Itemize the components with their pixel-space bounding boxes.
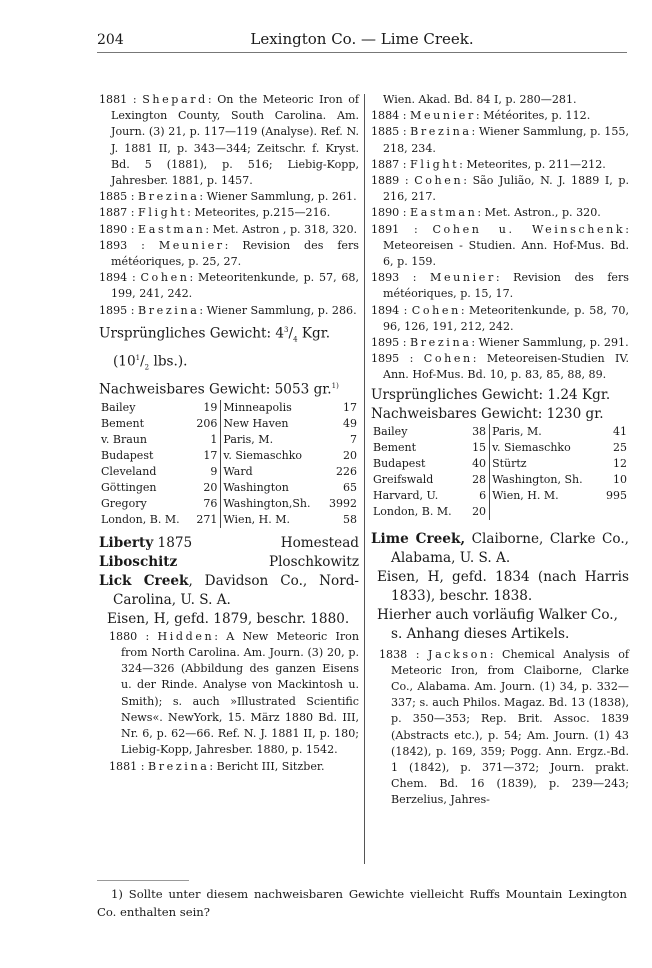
reference-author: Cohen: [423, 352, 473, 366]
collection-weight: 226: [336, 464, 357, 478]
reference-entry: 1887 : Flight: Meteorites, p.215—216.: [99, 206, 331, 220]
reference-year: 1890: [99, 222, 128, 236]
table-row: [371, 424, 629, 440]
reference-year: 1895: [99, 303, 128, 317]
collection-name: Gregory: [101, 496, 147, 510]
reference-entry: 1893 : Meunier: Revision des fers météoriques, p. 25, 27.: [99, 238, 359, 269]
original-weight-unit: Kgr.: [301, 325, 331, 342]
entry-liboschitz: [99, 553, 359, 572]
collection-weight: 17: [343, 400, 357, 414]
reference-author: Eastman: [138, 222, 206, 236]
reference-author: Flight: [410, 157, 460, 171]
reference-author: Cohen: [414, 174, 464, 188]
reference-author: Jackson: [428, 647, 490, 661]
original-weight-value: 4: [275, 325, 285, 342]
collection-weight: 15: [467, 440, 490, 456]
entry-description: Eisen, H, gefd. 1834 (nach Harris 1833), beschr. 1838.: [377, 568, 629, 604]
reference-author: Cohen: [140, 271, 190, 285]
reference-author: Brezina: [138, 190, 200, 204]
collection-name: Göttingen: [101, 480, 157, 494]
collection-weight: 9: [191, 464, 221, 480]
reference-text: Météorites, p. 112.: [483, 109, 591, 123]
reference-text: Meteoreisen-Studien IV. Ann. Hof-Mus. Bd. 10, p. 83, 85, 88, 89.: [383, 352, 630, 382]
running-title: Lexington Co. — Lime Creek.: [250, 30, 474, 48]
see-reference: Ploschkowitz: [268, 553, 359, 570]
fraction-numerator: 3: [284, 325, 289, 334]
known-weight: Nachweisbares Gewicht: 1230 gr.: [371, 405, 604, 422]
reference-text: Bericht III, Sitzber.: [216, 759, 325, 773]
column-divider: [364, 94, 365, 864]
collection-weight: 271: [191, 512, 221, 528]
reference-list: [371, 647, 629, 809]
collection-name: London, B. M.: [101, 512, 180, 526]
reference-entry: 1895 : Brezina: Wiener Sammlung, p. 286.: [99, 303, 357, 317]
reference-entry: 1885 : Brezina: Wiener Sammlung, p. 261.: [99, 190, 357, 204]
reference-entry: 1890 : Eastman: Met. Astron., p. 320.: [371, 206, 601, 220]
reference-entry: 1894 : Cohen: Meteoritenkunde, p. 58, 70, 96, 126, 191, 212, 242.: [371, 303, 629, 333]
page-number: 204: [97, 32, 124, 48]
collection-name: Greifswald: [373, 472, 434, 486]
collection-name: Ward: [223, 464, 253, 478]
collection-weight: 28: [467, 472, 490, 488]
reference-entry: 1891 : Cohen u. Weinschenk: Meteoreisen - Studien. Ann. Hof-Mus. Bd. 6, p. 159.: [371, 222, 630, 269]
collection-name: v. Braun: [101, 432, 147, 446]
collection-name: Wien, H. M.: [223, 512, 290, 526]
original-weight-lbs: (10: [113, 353, 136, 370]
fraction-denominator: 4: [293, 335, 298, 344]
collection-weight: 17: [191, 448, 221, 464]
collection-name: Bailey: [101, 400, 136, 414]
collection-table: [99, 400, 359, 528]
reference-entry: 1881 : Shepard: On the Meteoric Iron of Lexington County, South Carolina. Am. Journ. (3) 21, p. 117—119 (Analyse). Ref. N. J. 1881 II, p. 343—344; Zeitschr. f. Kryst. Bd. 5 (1881), p. 516; Liebig-Kopp, Jahresber. 1881, p. 1457.: [99, 93, 360, 188]
table-row: [371, 488, 629, 504]
collection-weight: 12: [613, 456, 627, 470]
table-row: [99, 448, 359, 464]
reference-text: Met. Astron., p. 320.: [484, 206, 601, 220]
collection-weight: 19: [191, 400, 221, 416]
reference-text: On the Meteoric Iron of Lexington County, South Carolina. Am. Journ. (3) 21, p. 117—119 (Analyse). Ref. N. J. 1881 II, p. 343—344; Zeitschr. f. Kryst. Bd. 5 (1881), p. 516; Liebig-Kopp, Jahresber. 1881, p. 1457.: [111, 93, 360, 188]
reference-text: São Julião, N. J. 1889 I, p. 216, 217.: [383, 174, 629, 204]
collection-weight: 38: [467, 424, 490, 440]
entry-note: Hierher auch vorläufig Walker Co., s. Anhang dieses Artikels.: [377, 606, 618, 642]
reference-year: 1895: [371, 336, 400, 350]
table-row: [99, 480, 359, 496]
table-row: [99, 464, 359, 480]
reference-year: 1838: [379, 647, 408, 661]
reference-year: 1890: [371, 206, 400, 220]
collection-name: v. Siemaschko: [492, 440, 571, 454]
table-row: [99, 400, 359, 416]
reference-text: Meteoritenkunde, p. 58, 70, 96, 126, 191, 212, 242.: [383, 303, 629, 333]
collection-name: Harvard, U.: [373, 488, 439, 502]
collection-weight: 1: [191, 432, 221, 448]
reference-author: Hidden: [157, 629, 215, 643]
entry-name: Lime Creek,: [371, 530, 466, 547]
footnote-marker: 1): [331, 382, 339, 391]
reference-author: Eastman: [410, 206, 478, 220]
reference-text: Wiener Sammlung, p. 155, 218, 234.: [383, 125, 629, 155]
reference-text: A New Meteoric Iron from North Carolina. Am. Journ. (3) 20, p. 324—326 (Abbildung des ganzen Eisens u. der Rinde. Analyse von Mackintosh u. Smith); s. auch »Illustrated Scientific News«. NewYork, 15. März 1880 Bd. III, Nr. 6, p. 62—66. Ref. N. J. 1881 II, p. 180; Liebig-Kopp, Jahresber. 1880, p. 1542.: [121, 629, 360, 757]
entry-year: 1875: [157, 534, 193, 551]
table-row: [371, 504, 629, 520]
known-weight-value: 5053 gr.: [274, 381, 332, 398]
entry-lick-creek: [99, 572, 359, 610]
reference-entry: 1889 : Cohen: São Julião, N. J. 1889 I, p. 216, 217.: [371, 174, 629, 204]
reference-year: 1885: [99, 190, 128, 204]
collection-weight: 58: [343, 512, 357, 526]
reference-year: 1880: [109, 629, 138, 643]
reference-text: Wiener Sammlung, p. 286.: [206, 303, 357, 317]
reference-year: 1895: [371, 352, 400, 366]
reference-year: 1884: [371, 109, 400, 123]
collection-weight: 20: [191, 480, 221, 496]
reference-text: Meteoritenkunde, p. 57, 68, 199, 241, 242.: [111, 271, 359, 301]
collection-name: New Haven: [223, 416, 289, 430]
reference-author: Shepard: [142, 93, 208, 106]
collection-name: Bailey: [373, 424, 408, 438]
collection-weight: 7: [350, 432, 357, 446]
lbs-fraction-numerator: 1: [135, 354, 141, 363]
collection-weight: 25: [613, 440, 627, 454]
reference-entry: 1895 : Cohen: Meteoreisen-Studien IV. Ann. Hof-Mus. Bd. 10, p. 83, 85, 88, 89.: [371, 352, 630, 382]
collection-name: Paris, M.: [223, 432, 274, 446]
reference-entry: 1881 : Brezina: Bericht III, Sitzber.: [109, 759, 325, 773]
collection-weight: 65: [343, 480, 357, 494]
collection-weight: 20: [343, 448, 357, 462]
reference-text: Met. Astron , p. 318, 320.: [212, 222, 358, 236]
collection-name: Bement: [101, 416, 145, 430]
reference-entry: 1894 : Cohen: Meteoritenkunde, p. 57, 68, 199, 241, 242.: [99, 271, 359, 301]
reference-text: Wiener Sammlung, p. 291.: [478, 336, 629, 350]
reference-year: 1887: [371, 157, 400, 171]
original-weight: Ursprüngliches Gewicht: $4^3/_4$ Kgr. ($10^1/_2$ lbs.).: [99, 325, 331, 372]
left-column: [99, 92, 359, 775]
collection-name: Washington,Sh.: [223, 496, 311, 510]
collection-name: Wien, H. M.: [492, 488, 559, 502]
collection-name: Budapest: [373, 456, 426, 470]
collection-name: Cleveland: [101, 464, 157, 478]
reference-author: Flight: [138, 206, 188, 220]
reference-author: Meunier: [410, 109, 476, 123]
reference-text: Meteoreisen - Studien. Ann. Hof-Mus. Bd. 6, p. 159.: [383, 238, 629, 269]
reference-list: [99, 629, 359, 775]
original-weight: Ursprüngliches Gewicht: 1.24 Kgr.: [371, 386, 611, 403]
collection-weight: 20: [467, 504, 490, 520]
table-row: [99, 432, 359, 448]
reference-year: 1893: [371, 271, 400, 285]
entry-name: Liboschitz: [99, 553, 178, 570]
entry-name: Lick Creek: [99, 572, 189, 589]
collection-weight: [600, 504, 629, 520]
reference-year: 1889: [371, 174, 400, 188]
entry-description: Eisen, H, gefd. 1879, beschr. 1880.: [107, 610, 350, 627]
reference-author: Cohen: [411, 303, 461, 317]
reference-entry: 1887 : Flight: Meteorites, p. 211—212.: [371, 157, 606, 171]
collection-weight: 3992: [329, 496, 357, 510]
table-row: [99, 512, 359, 528]
reference-author: Brezina: [410, 125, 472, 139]
reference-author: Brezina: [410, 336, 472, 350]
collection-weight: 6: [467, 488, 490, 504]
reference-year: 1881: [99, 93, 128, 106]
table-row: [371, 472, 629, 488]
reference-entry: 1880 : Hidden: A New Meteoric Iron from North Carolina. Am. Journ. (3) 20, p. 324—326 (Abbildung des ganzen Eisens u. der Rinde. Analyse von Mackintosh u. Smith); s. auch »Illustrated Scientific News«. NewYork, 15. März 1880 Bd. III, Nr. 6, p. 62—66. Ref. N. J. 1881 II, p. 180; Liebig-Kopp, Jahresber. 1880, p. 1542.: [109, 629, 360, 757]
collection-name: Budapest: [101, 448, 154, 462]
known-weight-label: Nachweisbares Gewicht:: [99, 381, 271, 398]
entry-name: Liberty: [99, 534, 154, 551]
reference-text: Meteorites, p. 211—212.: [466, 157, 606, 171]
reference-entry: 1893 : Meunier: Revision des fers météoriques, p. 15, 17.: [371, 271, 629, 301]
entry-liberty: [99, 534, 359, 553]
collection-weight: 41: [613, 424, 627, 438]
reference-year: 1881: [109, 759, 138, 773]
right-column: [371, 92, 629, 809]
collection-name: Washington: [223, 480, 289, 494]
table-row: [371, 440, 629, 456]
footnote: 1) Sollte unter diesem nachweisbaren Gewichte vielleicht Ruffs Mountain Lexington Co. enthalten sein?: [97, 887, 627, 919]
see-reference: Homestead: [280, 534, 359, 551]
reference-text: Revision des fers météoriques, p. 15, 17.: [383, 271, 629, 301]
collection-name: v. Siemaschko: [223, 448, 303, 462]
reference-year: 1894: [99, 271, 128, 285]
known-weight: [99, 377, 359, 400]
reference-text: Revision des fers météoriques, p. 25, 27.: [111, 238, 359, 269]
reference-author: Brezina: [138, 303, 200, 317]
collection-name: Washington, Sh.: [492, 472, 583, 486]
collection-weight: 995: [606, 488, 627, 502]
collection-weight: 49: [343, 416, 357, 430]
table-row: [371, 456, 629, 472]
entry-lime-creek: [371, 530, 629, 568]
reference-year: 1891: [371, 222, 400, 236]
collection-name: London, B. M.: [373, 504, 452, 518]
reference-entry: 1895 : Brezina: Wiener Sammlung, p. 291.: [371, 336, 629, 350]
reference-author: Cohen u. Weinschenk: [432, 222, 626, 236]
table-row: [99, 496, 359, 512]
collection-name: [490, 504, 600, 520]
original-weight-label: Ursprüngliches Gewicht:: [99, 325, 272, 342]
entry-location: , Davidson Co., Nord-Carolina, U. S. A.: [113, 572, 359, 608]
reference-entry: 1884 : Meunier: Météorites, p. 112.: [371, 109, 591, 123]
collection-weight: 206: [191, 416, 221, 432]
reference-author: Meunier: [430, 271, 496, 285]
collection-name: Minneapolis: [223, 400, 292, 414]
reference-author: Meunier: [158, 238, 225, 252]
reference-text: Meteorites, p.215—216.: [194, 206, 331, 220]
collection-weight: 40: [467, 456, 490, 472]
footnote-rule: [97, 880, 189, 881]
reference-year: 1893: [99, 238, 128, 252]
collection-name: Bement: [373, 440, 417, 454]
collection-table: [371, 424, 629, 520]
reference-text: Wiener Sammlung, p. 261.: [206, 190, 357, 204]
collection-name: Stürtz: [492, 456, 527, 470]
reference-entry: 1838 : Jackson: Chemical Analysis of Meteoric Iron, from Claiborne, Clarke Co., Alabama. Am. Journ. (1) 34, p. 332—337; s. auch Philos. Magaz. Bd. 13 (1838), p. 350—353; Rep. Brit. Assoc. 1839 (Abstracts etc.), p. 54; Am. Journ. (1) 43 (1842), p. 169, 359; Pogg. Ann. Ergz.-Bd. 1 (1842), p. 371—372; Journ. prakt. Chem. Bd. 16 (1839), p. 239—243; Berzelius, Jahres-: [379, 647, 630, 807]
table-row: [99, 416, 359, 432]
entry-location: Claiborne, Clarke Co., Alabama, U. S. A.: [391, 530, 630, 566]
reference-list: [99, 92, 359, 319]
collection-weight: 76: [191, 496, 221, 512]
reference-year: 1885: [371, 125, 400, 139]
page-header: [97, 30, 627, 53]
collection-name: Paris, M.: [492, 424, 542, 438]
reference-text: Chemical Analysis of Meteoric Iron, from Claiborne, Clarke Co., Alabama. Am. Journ. (1) 34, p. 332—337; s. auch Philos. Magaz. Bd. 13 (1838), p. 350—353; Rep. Brit. Assoc. 1839 (Abstracts etc.), p. 54; Am. Journ. (1) 43 (1842), p. 169, 359; Pogg. Ann. Ergz.-Bd. 1 (1842), p. 371—372; Journ. prakt. Chem. Bd. 16 (1839), p. 239—243; Berzelius, Jahres-: [391, 647, 630, 807]
reference-list: [371, 108, 629, 383]
reference-year: 1887: [99, 206, 128, 220]
reference-entry: 1890 : Eastman: Met. Astron , p. 318, 320.: [99, 222, 358, 236]
lbs-unit: lbs.).: [153, 353, 188, 370]
reference-author: Brezina: [148, 759, 210, 773]
collection-weight: 10: [613, 472, 627, 486]
reference-continuation: Wien. Akad. Bd. 84 I, p. 280—281.: [383, 93, 577, 106]
reference-entry: 1885 : Brezina: Wiener Sammlung, p. 155, 218, 234.: [371, 125, 629, 155]
lbs-fraction-denominator: 2: [144, 363, 150, 372]
reference-year: 1894: [371, 303, 400, 317]
